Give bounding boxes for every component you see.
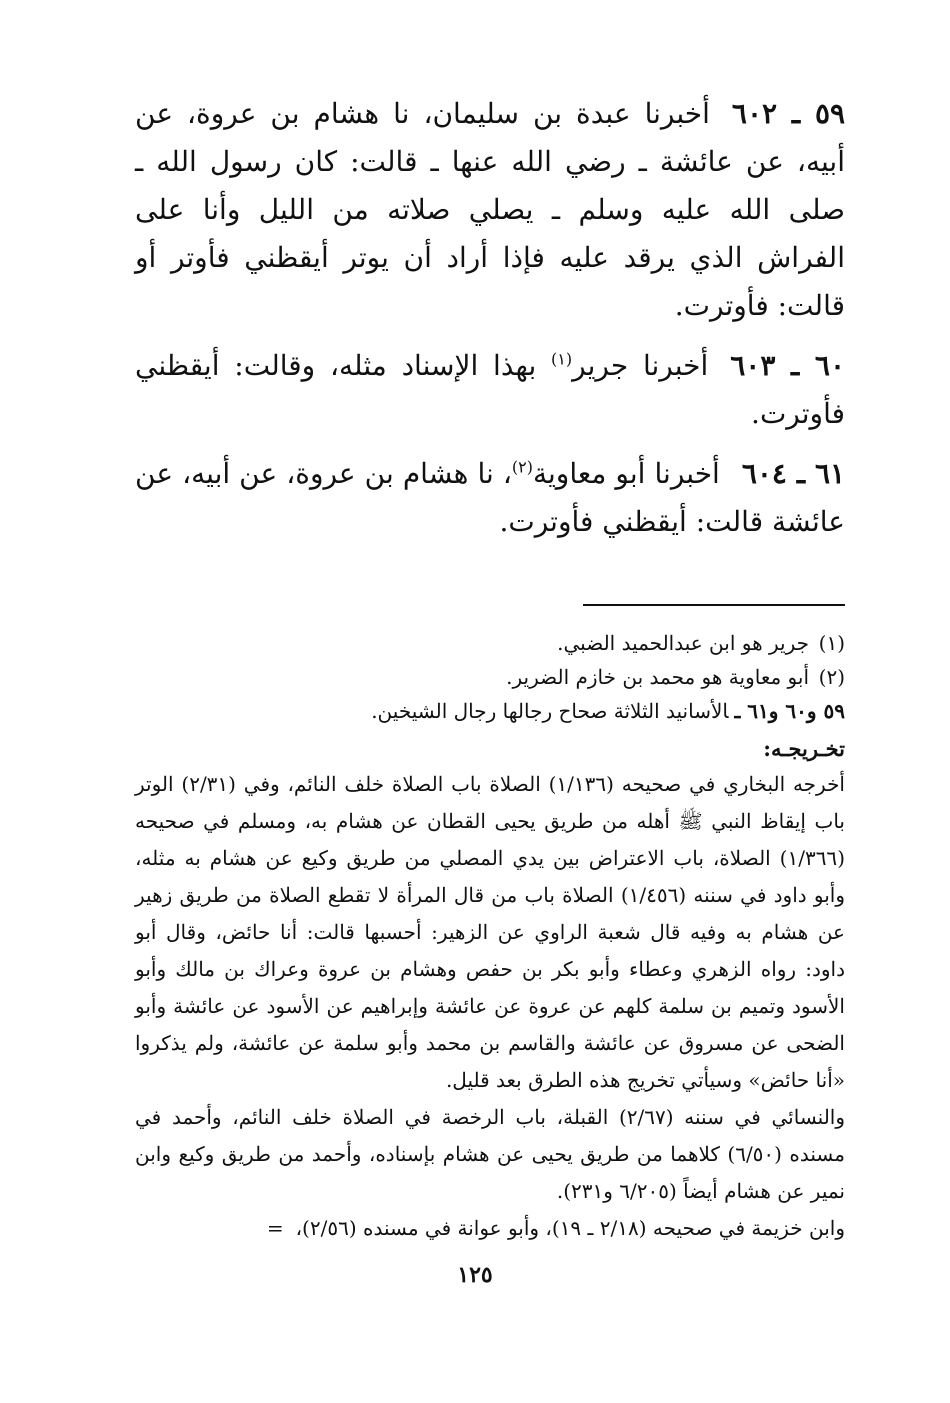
takhrij-paragraph-3: [135, 1210, 845, 1247]
footnote-2: [135, 660, 845, 694]
footnote-mark: (٢): [818, 665, 845, 689]
hadith-number: ٦٠ ـ ٦٠٣: [730, 349, 845, 382]
hadith-604: [135, 450, 845, 546]
hadith-number: ٥٩ ـ ٦٠٢: [731, 97, 846, 130]
footnote-ref-2[interactable]: (٢): [511, 457, 533, 477]
hadith-text: أخبرنا جرير: [572, 349, 709, 382]
footnote-divider: [583, 604, 845, 606]
takhrij-paragraph-2: والنسائي في سننه (٢/٦٧) القبلة، باب الرخصة في الصلاة خلف النائم، وأحمد في مسنده (٦/٥٠) كلاهما من طريق يحيى عن هشام بإسناده، وأحمد من طريق وكيع وابن نمير عن هشام أيضاً (٦/٢٠٥ و٢٣١).: [135, 1105, 846, 1203]
footnote-mark: ٥٩ و٦٠ و٦١ ـ: [734, 699, 845, 723]
hadith-text: ، نا هشام بن عروة، عن أبيه، عن عائشة قالت: أيقظني فأوترت.: [135, 457, 845, 538]
footnote-59-61: [135, 694, 845, 728]
hadith-number: ٦١ ـ ٦٠٤: [741, 457, 846, 490]
footnote-text: الأسانيد الثلاثة صحاح رجالها رجال الشيخين.: [371, 699, 729, 723]
hadith-text: أخبرنا عبدة بن سليمان، نا هشام بن عروة، عن أبيه، عن عائشة ـ رضي الله عنها ـ قالت: كان رسول الله ـ صلى الله عليه وسلم ـ يصلي صلاته من الليل وأنا على الفراش الذي يرقد عليه فإذا أراد أن يوتر أيقظني فأوتر أو قالت: فأوترت.: [135, 97, 845, 322]
hadith-603: [135, 342, 845, 438]
footnote-text: أبو معاوية هو محمد بن خازم الضرير.: [506, 665, 809, 689]
hadith-text: بهذا الإسناد مثله، وقالت: أيقظني فأوترت.: [135, 349, 845, 430]
hadith-text: أخبرنا أبو معاوية: [533, 457, 720, 490]
page-body: [135, 90, 845, 1247]
footnote-text: جرير هو ابن عبدالحميد الضبي.: [557, 631, 809, 655]
hadith-602: [135, 90, 845, 330]
takhrij-heading: تخـريجـه:: [763, 736, 845, 761]
footnote-mark: (١): [818, 631, 845, 655]
continuation-mark: =: [266, 1216, 284, 1240]
footnote-1: [135, 626, 845, 660]
page-number: ١٢٥: [457, 1262, 493, 1288]
takhrij-text: وابن خزيمة في صحيحه (٢/١٨ ـ ١٩)، وأبو عوانة في مسنده (٢/٥٦)،: [295, 1216, 845, 1240]
takhrij-paragraph-1: أخرجه البخاري في صحيحه (١/١٣٦) الصلاة باب الصلاة خلف النائم، وفي (٢/٣١) الوتر باب إيقاظ النبي ﷺ أهله من طريق يحيى القطان عن هشام به، ومسلم في صحيحه (١/٣٦٦) الصلاة، باب الاعتراض بين يدي المصلي من طريق وكيع عن هشام به مثله، وأبو داود في سننه (١/٤٥٦) الصلاة باب من قال المرأة لا تقطع الصلاة من طريق زهير عن هشام به وفيه قال شعبة الراوي عن الزهير: أحسبها قالت: أنا حائض، وقال أبو داود: رواه الزهري وعطاء وأبو بكر بن حفص وهشام بن عروة وعراك بن مالك وأبو الأسود وتميم بن سلمة كلهم عن عروة عن عائشة وإبراهيم عن الأسود عن عائشة وأبو الضحى عن مسروق عن عائشة والقاسم بن محمد وأبو سلمة عن عائشة، ولم يذكروا «أنا حائض» وسيأتي تخريج هذه الطرق بعد قليل.: [135, 772, 845, 1092]
footnote-ref-1[interactable]: (١): [551, 349, 573, 369]
